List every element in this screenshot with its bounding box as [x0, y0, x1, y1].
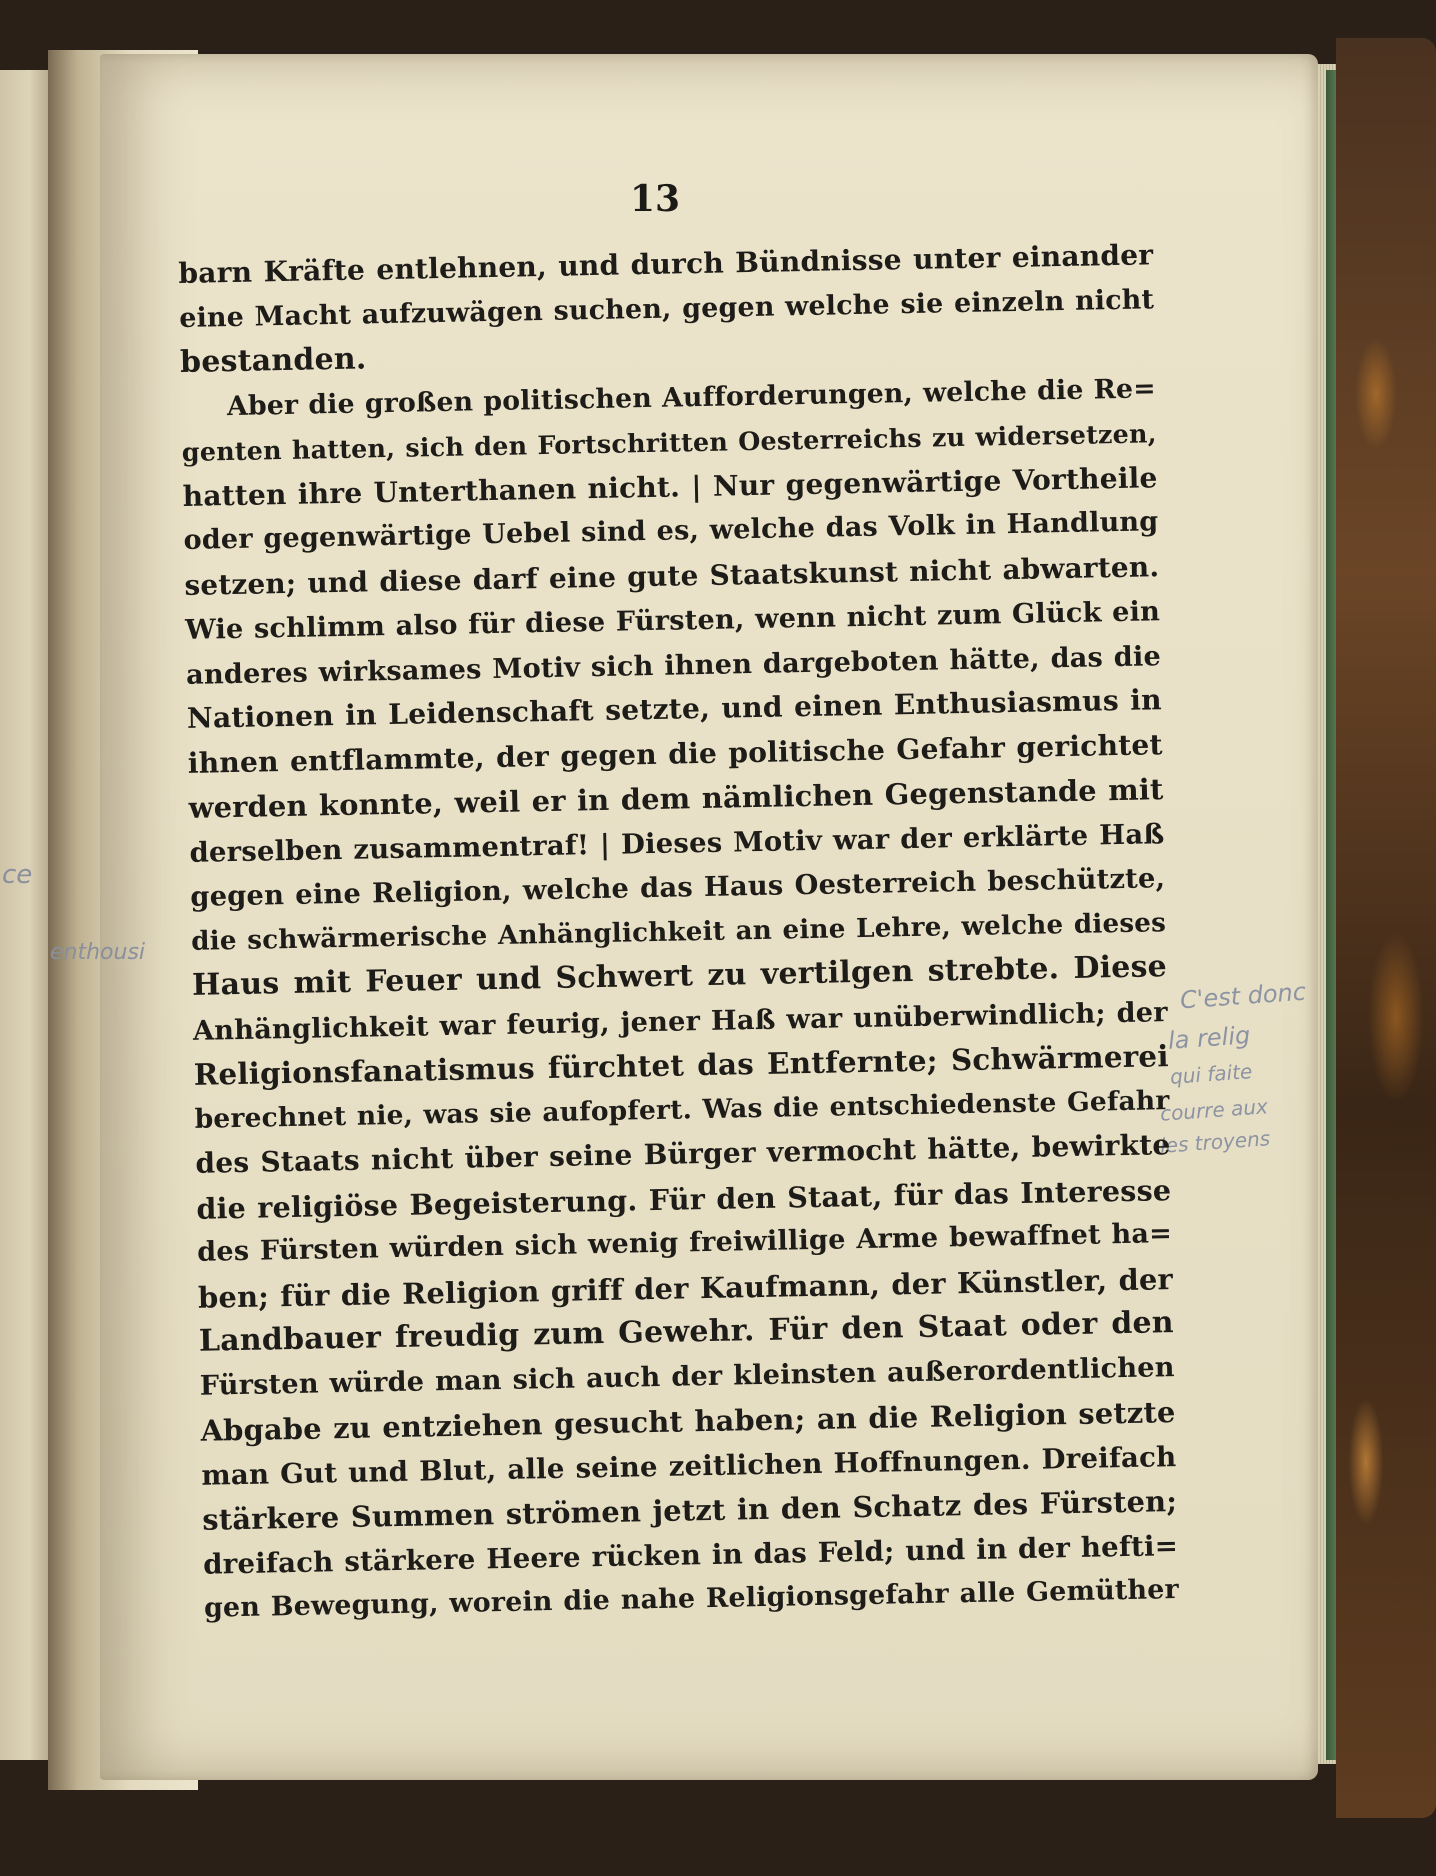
text-line: Nationen in Leidenschaft setzte, und einen Enthusiasmus in: [186, 683, 1163, 735]
text-line: Haus mit Feuer und Schwert zu vertilgen strebte. Diese: [191, 949, 1168, 1003]
text-line: des Staats nicht über seine Bürger vermocht hätte, bewirkte: [195, 1128, 1171, 1180]
text-line: gen Bewegung, worein die nahe Religionsgefahr alle Gemüther: [203, 1574, 1180, 1624]
body-text: [178, 233, 1179, 1631]
text-line: die schwärmerische Anhänglichkeit an eine Lehre, welche dieses: [190, 906, 1167, 957]
text-line: oder gegenwärtige Uebel sind es, welche das Volk in Handlung: [183, 506, 1159, 556]
text-line: stärkere Summen strömen jetzt in den Schatz des Fürsten;: [202, 1484, 1178, 1537]
text-line: bestanden.: [179, 341, 367, 380]
text-line: genten hatten, sich den Fortschritten Oesterreichs zu widersetzen,: [181, 418, 1157, 467]
text-line: hatten ihre Unterthanen nicht. | Nur gegenwärtige Vortheile: [182, 460, 1158, 513]
text-line: eine Macht aufzuwägen suchen, gegen welche sie einzeln nicht: [178, 283, 1155, 334]
left-margin-note-2: enthousi: [50, 940, 146, 965]
text-line: man Gut und Blut, alle seine zeitlichen Hoffnungen. Dreifach: [201, 1439, 1177, 1492]
left-margin-note-1: ce: [2, 860, 33, 890]
page-number: 13: [630, 178, 681, 220]
text-line: werden konnte, weil er in dem nämlichen Gegenstande mit: [188, 772, 1164, 825]
text-line: dreifach stärkere Heere rücken in das Feld; und in der hefti=: [202, 1528, 1179, 1581]
text-line: Fürsten würde man sich auch der kleinsten außerordentlichen: [199, 1351, 1175, 1402]
text-line: gegen eine Religion, welche das Haus Oesterreich beschützte,: [190, 862, 1166, 913]
right-margin-note-5: les troyens: [1159, 1126, 1271, 1158]
left-page-edge: [0, 70, 48, 1760]
text-line: barn Kräfte entlehnen, und durch Bündnisse unter einander: [178, 238, 1154, 290]
text-line: Abgabe zu entziehen gesucht haben; an die Religion setzte: [200, 1395, 1176, 1448]
text-line: die religiöse Begeisterung. Für den Staat, für das Interesse: [196, 1172, 1172, 1226]
right-margin-note-4: courre aux: [1159, 1094, 1269, 1126]
text-line: ben; für die Religion griff der Kaufmann, der Künstler, der: [197, 1261, 1174, 1315]
text-line: Landbauer freudig zum Gewehr. Für den Staat oder den: [198, 1305, 1175, 1359]
text-line: ihnen entflammte, der gegen die politische Gefahr gerichtet: [187, 727, 1163, 780]
right-margin-note-2: la relig: [1167, 1021, 1252, 1055]
right-margin-note-1: C'est donc: [1179, 977, 1307, 1015]
text-line: setzen; und diese darf eine gute Staatskunst nicht abwarten.: [184, 549, 1160, 602]
text-line: Religionsfanatismus fürchtet das Entfernte; Schwärmerei: [193, 1038, 1169, 1092]
text-line: berechnet nie, was sie aufopfert. Was die entschiedenste Gefahr: [194, 1084, 1170, 1135]
text-line: Aber die großen politischen Aufforderungen, welche die Re=: [226, 372, 1157, 422]
text-line: anderes wirksames Motiv sich ihnen dargeboten hätte, das die: [185, 639, 1162, 691]
text-line: Wie schlimm also für diese Fürsten, wenn nicht zum Glück ein: [184, 595, 1161, 646]
marbled-cover: [1336, 38, 1436, 1818]
text-line: derselben zusammentraf! | Dieses Motiv war der erklärte Haß: [189, 817, 1165, 869]
text-line: Anhänglichkeit war feurig, jener Haß war unüberwindlich; der: [192, 995, 1169, 1047]
right-margin-note-3: qui faite: [1169, 1059, 1254, 1089]
text-line: des Fürsten würden sich wenig freiwillige Arme bewaffnet ha=: [196, 1218, 1173, 1268]
